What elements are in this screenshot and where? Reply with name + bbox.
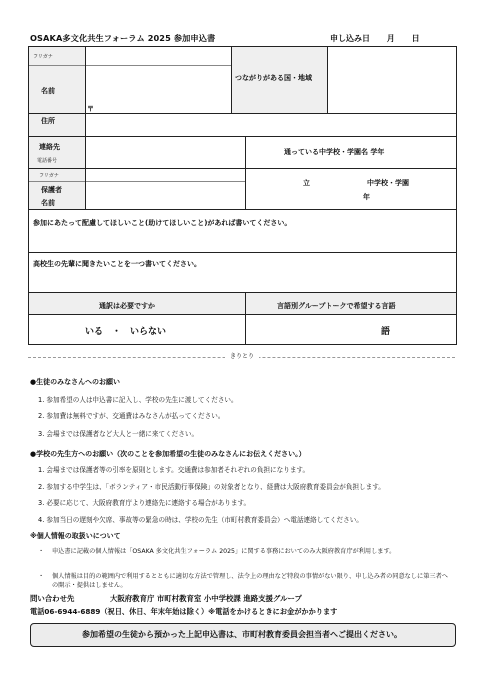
date-label: 申し込み日 [330, 34, 370, 43]
guardian-name-label: 名前 [41, 199, 55, 207]
privacy-bullet-2: ・ [38, 573, 45, 580]
school-type-chu: 中学校・学園 [367, 179, 409, 187]
language-label: 言語別グループトークで希望する言語 [277, 302, 396, 310]
contact-org: 大阪府教育庁 市町村教育室 小中学校課 進路支援グループ [110, 594, 302, 603]
connection-label: つながりがある国・地域 [235, 74, 312, 82]
address-label: 住所 [41, 117, 55, 125]
language-suffix: 語 [381, 327, 391, 337]
footer-text: 参加希望の生徒から預かった上記申込書は、市町村教育委員会担当者へご提出ください。 [82, 630, 402, 639]
furigana-label: フリガナ [33, 54, 53, 60]
month-label: 月 [386, 34, 395, 43]
privacy-item-1: 申込書に記載の個人情報は「OSAKA 多文化共生フォーラム 2025」に関する事務においてのみ大阪府教育庁が利用します。 [52, 548, 396, 555]
application-form [28, 46, 457, 345]
contact-label: 連絡先 [39, 143, 60, 151]
guardian-label: 保護者 [41, 186, 62, 194]
phone-label: 電話番号 [37, 158, 58, 164]
address-label-cell [29, 113, 85, 136]
school-label: 通っている中学校・学園名 学年 [284, 148, 385, 156]
students-heading: ●生徒のみなさんへのお願い [30, 378, 120, 386]
interpreter-label: 通訳は必要ですか [99, 302, 155, 310]
guardian-furigana-label: フリガナ [39, 173, 59, 179]
interpreter-options[interactable]: いる ・ いらない [85, 327, 167, 337]
teachers-heading: ●学校の先生方へのお願い（次のことを参加希望の生徒のみなさんにお伝えください。） [30, 450, 306, 458]
teachers-item-2: 2. 参加する中学生は、「ボランティア・市民活動行事保険」の対象者となり、経費は大阪府教育委員会が負担します。 [38, 483, 385, 491]
contact-phone: 電話06-6944-6889（祝日、休日、年末年始は除く）※電話をかけるときにお金がかかります [30, 607, 338, 616]
question-label: 高校生の先輩に聞きたいことを一つ書いてください。 [33, 260, 201, 268]
grade-label: 年 [363, 193, 370, 201]
application-date [330, 33, 434, 44]
students-item-3: 3. 会場までは保護者など大人と一緒に来てください。 [38, 430, 199, 438]
contact-heading: 問い合わせ先 [30, 594, 75, 603]
name-label: 名前 [41, 87, 55, 95]
teachers-item-4: 4. 参加当日の遅刻や欠席、事故等の緊急の時は、学校の先生（市町村教育委員会）へ電話連絡してください。 [38, 516, 363, 524]
school-type-ritsu: 立 [303, 179, 310, 187]
postal-mark: 〒 [87, 105, 94, 113]
privacy-heading: ※個人情報の取扱いについて [30, 532, 121, 540]
consideration-label: 参加にあたって配慮してほしいこと(助けてほしいこと)があれば書いてください。 [33, 219, 292, 227]
teachers-item-3: 3. 必要に応じて、大阪府教育庁より連絡先に連絡する場合があります。 [38, 499, 251, 507]
students-item-1: 1. 参加希望の人は申込書に記入し、学校の先生に渡してください。 [38, 396, 238, 404]
students-item-2: 2. 参加費は無料ですが、交通費はみなさんが払ってください。 [38, 412, 225, 420]
privacy-bullet-1: ・ [38, 548, 45, 555]
teachers-item-1: 1. 会場までは保護者等の引率を原則とします。交通費は参加者それぞれの負担になります。 [38, 466, 310, 474]
cut-line-label: きりとり [225, 351, 259, 360]
privacy-item-2: 個人情報は目的の範囲内で利用するとともに適切な方法で管理し、法令上の理由など特段の事情がない限り、申し込み者の同意なしに第三者への開示・提供はしません。 [52, 573, 448, 589]
day-label: 日 [411, 34, 420, 43]
form-title: OSAKA多文化共生フォーラム 2025 参加申込書 [30, 33, 216, 43]
